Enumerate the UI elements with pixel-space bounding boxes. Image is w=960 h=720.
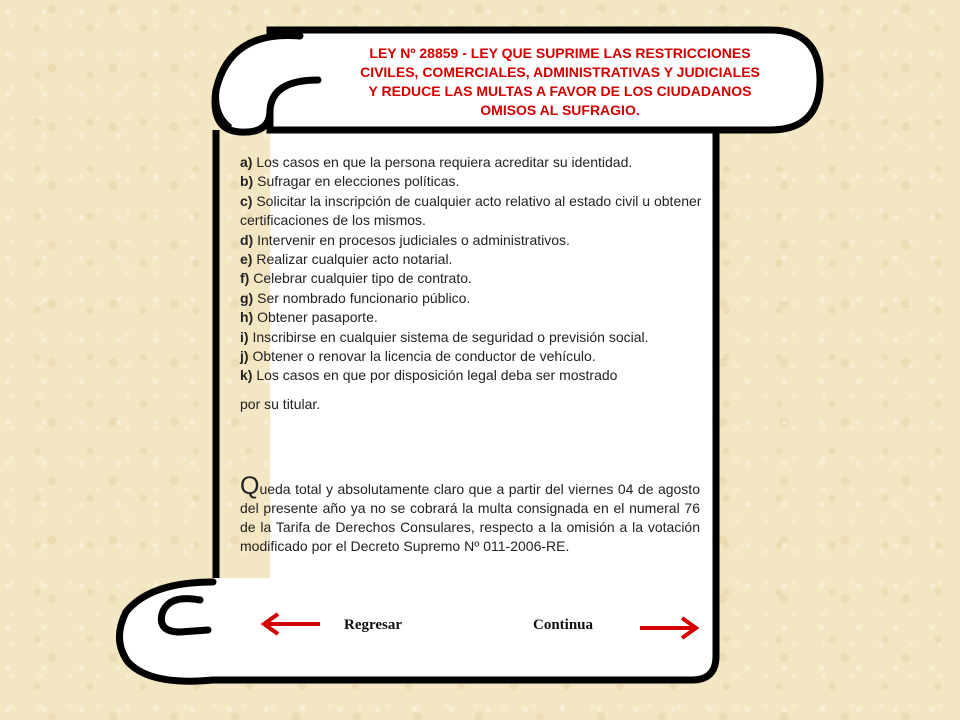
list-item: a) Los casos en que la persona requiera acreditar su identidad.	[240, 154, 633, 170]
list-item: j) Obtener o renovar la licencia de conductor de vehículo.	[240, 348, 596, 365]
list-item: c) Solicitar la inscripción de cualquier acto relativo al estado civil u obtener certificaciones de los mismos.	[240, 192, 702, 229]
list-item: d) Intervenir en procesos judiciales o administrativos.	[240, 231, 570, 248]
list-item: k) Los casos en que por disposición legal deba ser mostrado por su titular.	[240, 367, 618, 412]
title-line: CIVILES, COMERCIALES, ADMINISTRATIVAS Y JUDICIALES	[360, 64, 760, 80]
back-button[interactable]: Regresar	[344, 617, 403, 633]
list-item: b) Sufragar en elecciones políticas.	[240, 173, 460, 190]
title-line: Y REDUCE LAS MULTAS A FAVOR DE LOS CIUDADANOS	[368, 83, 752, 99]
title-line: LEY Nº 28859 - LEY QUE SUPRIME LAS RESTRICCIONES	[369, 45, 751, 61]
list-item: h) Obtener pasaporte.	[240, 309, 378, 326]
title-line: OMISOS AL SUFRAGIO.	[480, 102, 640, 118]
restrictions-list	[240, 153, 710, 414]
list-item: f) Celebrar cualquier tipo de contrato.	[240, 270, 472, 287]
forward-arrow-icon[interactable]	[636, 614, 702, 642]
notice-paragraph: Queda total y absolutamente claro que a partir del viernes 04 de agosto del presente año ya no se cobrará la multa consignada en el numeral 76 de la Tarifa de Derechos Consulares, respecto a la omisión a la votación modificado por el Decreto Supremo Nº 011-2006-RE.	[240, 472, 700, 554]
drop-cap: Q	[240, 472, 260, 500]
list-item: e) Realizar cualquier acto notarial.	[240, 251, 453, 268]
list-item: g) Ser nombrado funcionario público.	[240, 289, 471, 306]
list-item: i) Inscribirse en cualquier sistema de seguridad o previsión social.	[240, 328, 649, 345]
next-button[interactable]: Continua	[533, 617, 594, 633]
back-arrow-icon[interactable]	[258, 610, 324, 638]
page-title	[318, 44, 802, 120]
